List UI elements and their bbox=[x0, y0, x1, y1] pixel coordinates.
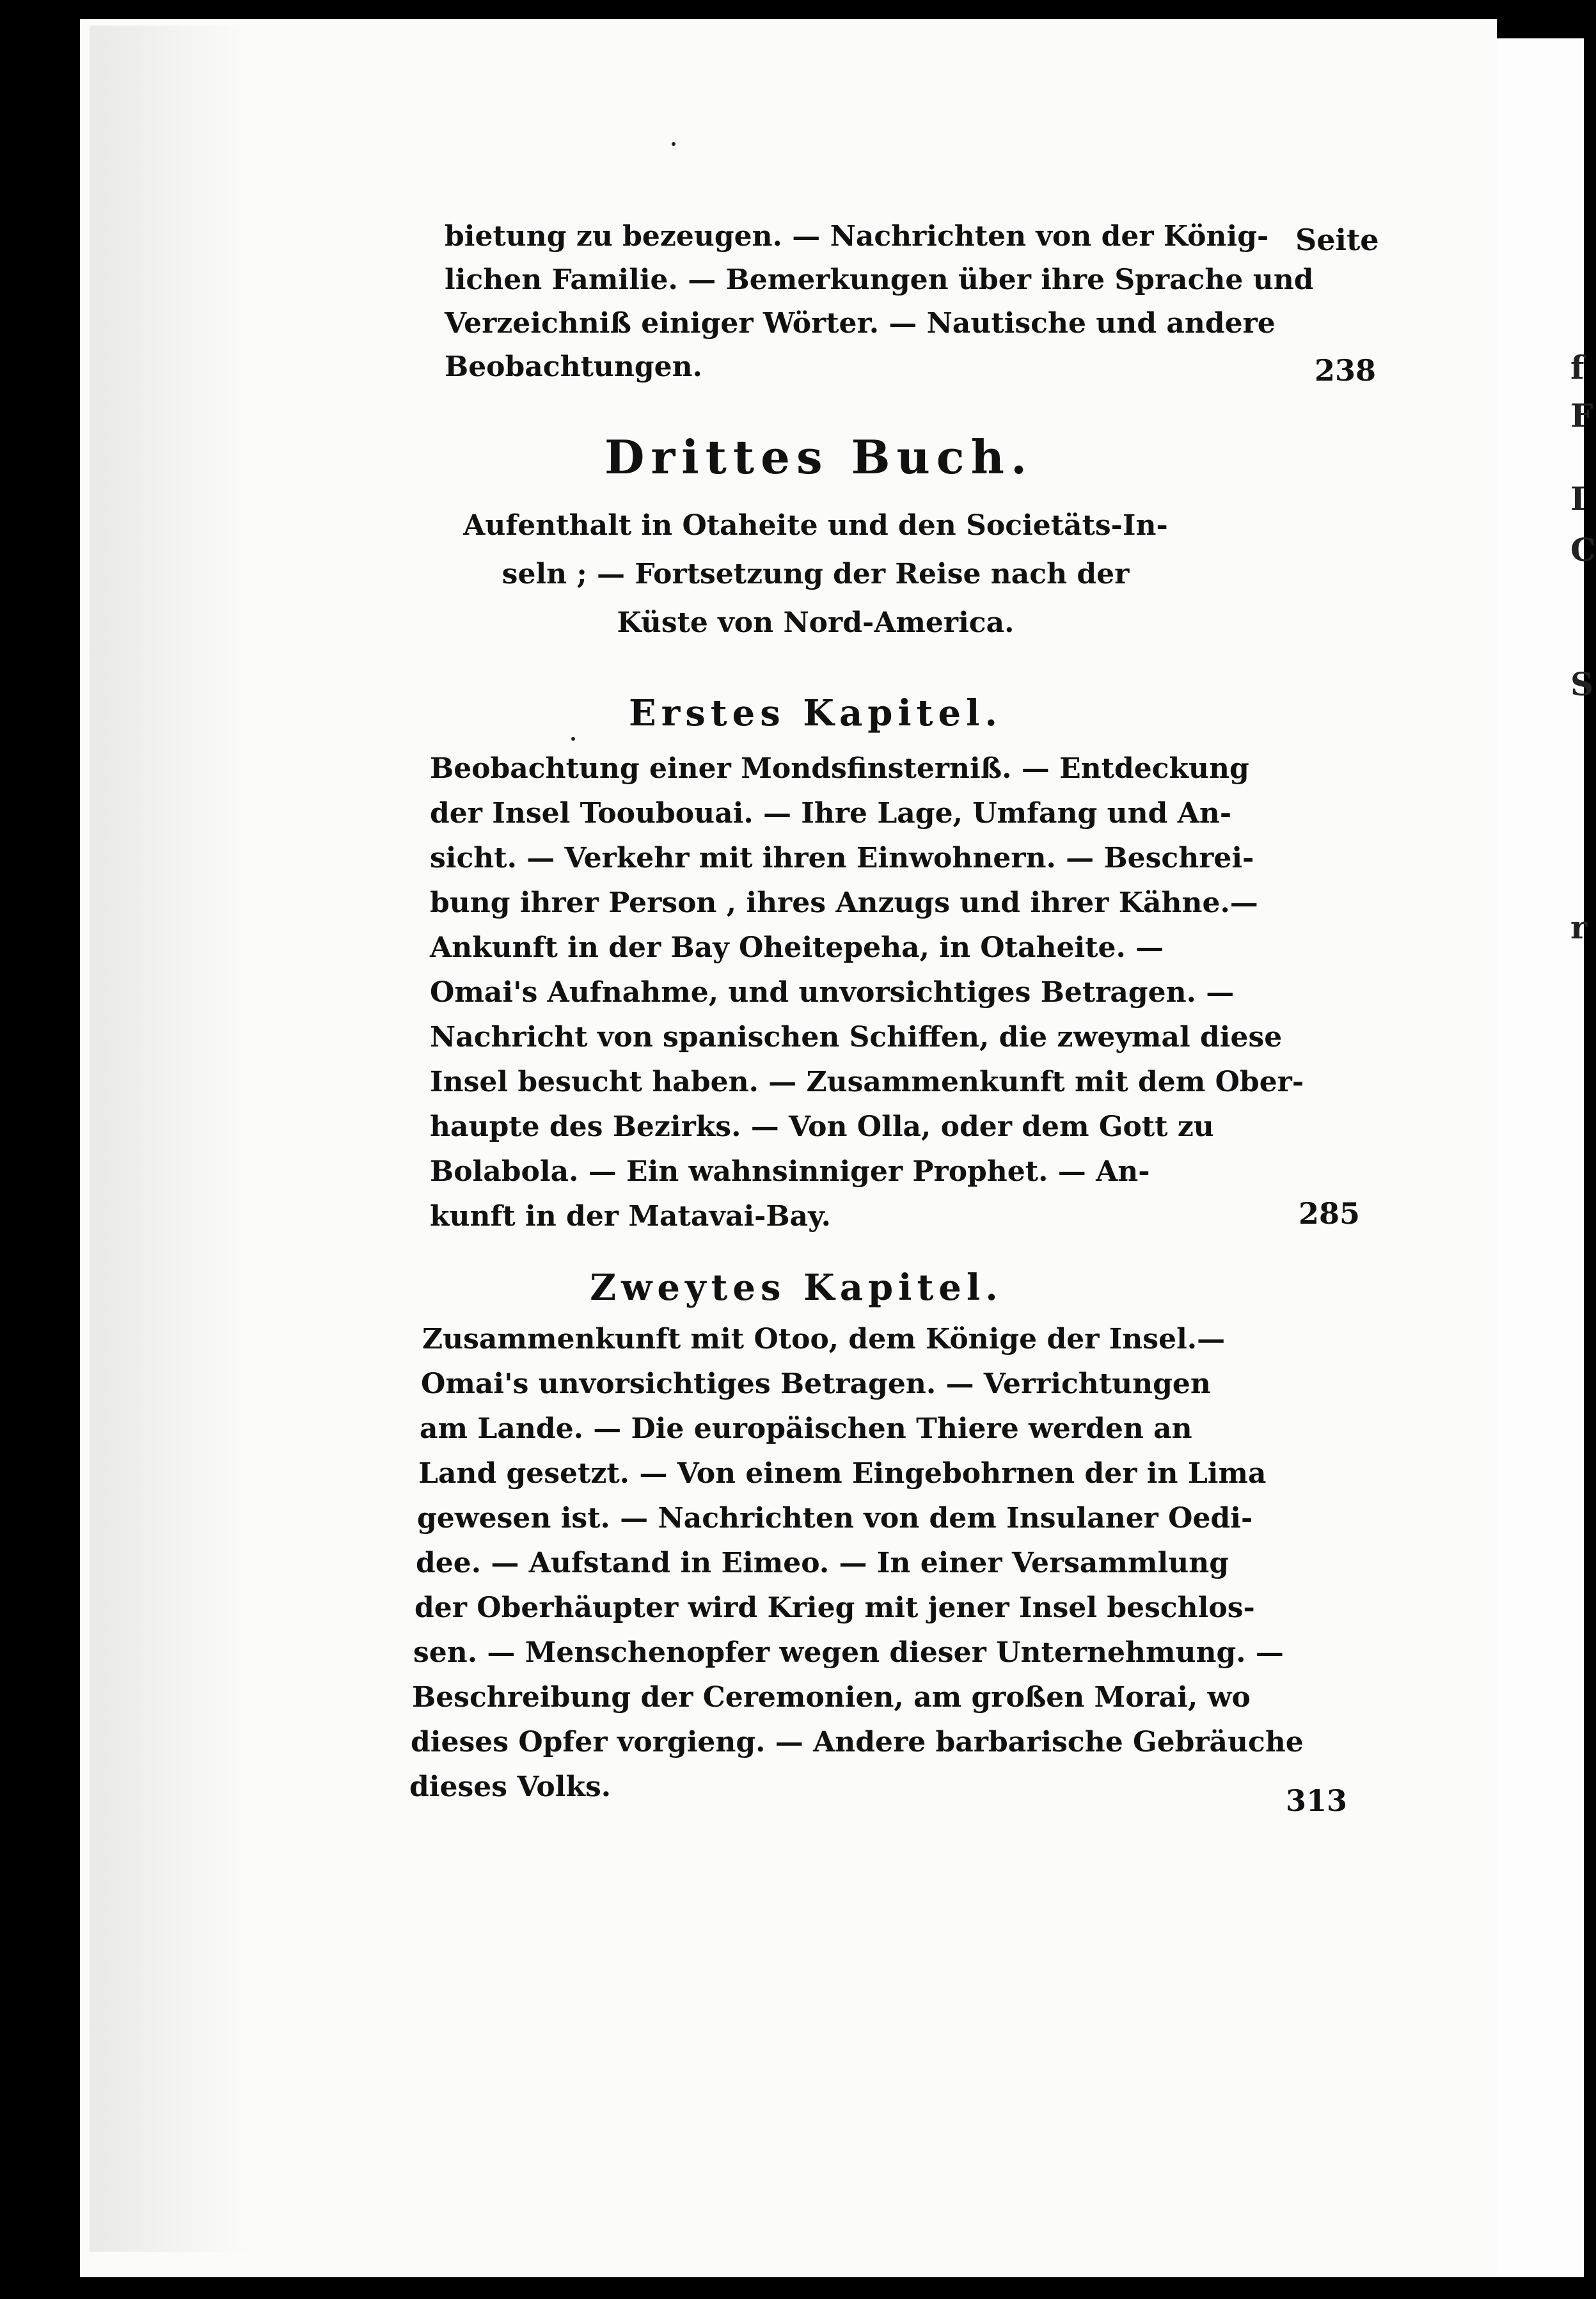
toc-line-text: Beobachtung einer Mondsfinsterniß. — Entdeckung bbox=[430, 752, 1249, 785]
toc-line bbox=[422, 1323, 1226, 1355]
toc-line-text: bietung zu bezeugen. — Nachrichten von der König- bbox=[445, 220, 1269, 253]
toc-line-text: sen. — Menschenopfer wegen dieser Unternehmung. — bbox=[413, 1636, 1284, 1669]
toc-line-text: dee. — Aufstand in Eimeo. — In einer Versammlung bbox=[416, 1547, 1229, 1579]
toc-line-text: Insel besucht haben. — Zusammenkunft mit dem Ober- bbox=[430, 1066, 1304, 1098]
toc-line bbox=[413, 1636, 1284, 1669]
ink-speck bbox=[672, 142, 676, 146]
adjacent-page-letter: r bbox=[1570, 908, 1588, 946]
toc-line bbox=[430, 976, 1235, 1009]
toc-line bbox=[430, 797, 1232, 830]
toc-line bbox=[430, 1066, 1304, 1098]
toc-line bbox=[430, 752, 1249, 785]
adjacent-page-letter: I bbox=[1570, 480, 1586, 517]
chapter-title: Erstes Kapitel. bbox=[629, 692, 1002, 734]
toc-line-text: lichen Familie. — Bemerkungen über ihre Sprache und bbox=[445, 264, 1314, 296]
toc-line bbox=[445, 220, 1269, 253]
adjacent-page-letter: F bbox=[1570, 397, 1593, 434]
toc-line-text: haupte des Bezirks. — Von Olla, oder dem Gott zu bbox=[430, 1110, 1214, 1143]
paper-sheet bbox=[80, 19, 1497, 2277]
page-number: 238 bbox=[1315, 353, 1377, 388]
adjacent-page-letter: C bbox=[1570, 531, 1596, 569]
toc-line-text: der Oberhäupter wird Krieg mit jener Insel beschlos- bbox=[415, 1592, 1255, 1624]
toc-line-text: dieses Opfer vorgieng. — Andere barbarische Gebräuche bbox=[411, 1726, 1304, 1758]
toc-line-text: dieses Volks. bbox=[409, 1771, 612, 1803]
toc-line bbox=[430, 1155, 1185, 1188]
adjacent-page-letter: S bbox=[1570, 665, 1594, 703]
toc-line-text: Beschreibung der Ceremonien, am großen Morai, wo bbox=[412, 1681, 1251, 1714]
page-number: 313 bbox=[1286, 1783, 1348, 1818]
toc-line bbox=[430, 1200, 831, 1233]
chapter-title: Zweytes Kapitel. bbox=[590, 1267, 1003, 1309]
toc-line bbox=[415, 1592, 1255, 1624]
toc-line-text: Nachricht von spanischen Schiffen, die zweymal diese bbox=[430, 1021, 1283, 1054]
toc-line-text: Land gesetzt. — Von einem Eingebohrnen der in Lima bbox=[418, 1457, 1267, 1490]
toc-line bbox=[420, 1412, 1192, 1445]
book-subtitle-line: Küste von Nord-America. bbox=[617, 606, 1015, 639]
page-column-label: Seite bbox=[1295, 223, 1379, 257]
toc-line-text: am Lande. — Die europäischen Thiere werden an bbox=[420, 1412, 1192, 1445]
paper-edge-shadow bbox=[90, 26, 249, 2252]
book-subtitle-line: Aufenthalt in Otaheite und den Societäts-In- bbox=[463, 509, 1168, 542]
toc-line bbox=[430, 887, 1258, 919]
toc-line bbox=[417, 1502, 1253, 1535]
ink-speck bbox=[571, 737, 575, 741]
toc-line bbox=[445, 307, 1276, 340]
toc-line-text: sicht. — Verkehr mit ihren Einwohnern. — Beschrei- bbox=[430, 842, 1254, 874]
toc-line bbox=[409, 1773, 611, 1801]
toc-line-text: Omai's unvorsichtiges Betragen. — Verrichtungen bbox=[421, 1368, 1211, 1400]
toc-line-text: Omai's Aufnahme, und unvorsichtiges Betragen. — bbox=[430, 976, 1235, 1009]
toc-line-text: Zusammenkunft mit Otoo, dem Könige der Insel.— bbox=[422, 1323, 1226, 1355]
adjacent-page-letter: f bbox=[1570, 349, 1584, 386]
toc-line-text: Bolabola. — Ein wahnsinniger Prophet. — An- bbox=[430, 1155, 1150, 1188]
toc-line bbox=[430, 931, 1185, 964]
toc-line-text: bung ihrer Person , ihres Anzugs und ihrer Kähne.— bbox=[430, 887, 1258, 919]
toc-line bbox=[430, 1021, 1283, 1054]
toc-line bbox=[416, 1547, 1229, 1579]
toc-line bbox=[418, 1457, 1267, 1490]
toc-line bbox=[411, 1726, 1304, 1758]
toc-line bbox=[430, 842, 1254, 874]
toc-line bbox=[445, 264, 1314, 296]
toc-line-text: gewesen ist. — Nachrichten von dem Insulaner Oedi- bbox=[417, 1502, 1253, 1535]
toc-line-text: Ankunft in der Bay Oheitepeha, in Otaheite. — bbox=[430, 931, 1164, 964]
toc-line bbox=[421, 1368, 1211, 1400]
book-title: Drittes Buch. bbox=[604, 430, 1034, 484]
toc-line-text: der Insel Tooubouai. — Ihre Lage, Umfang und An- bbox=[430, 797, 1232, 830]
toc-line-text: Verzeichniß einiger Wörter. — Nautische und andere bbox=[445, 307, 1276, 340]
page-number: 285 bbox=[1299, 1196, 1361, 1231]
book-subtitle-line: seln ; — Fortsetzung der Reise nach der bbox=[502, 558, 1130, 590]
toc-line-text: kunft in der Matavai-Bay. bbox=[430, 1200, 831, 1233]
toc-line: Beobachtungen. bbox=[445, 351, 702, 383]
toc-line bbox=[412, 1681, 1251, 1714]
toc-line bbox=[430, 1110, 1214, 1143]
